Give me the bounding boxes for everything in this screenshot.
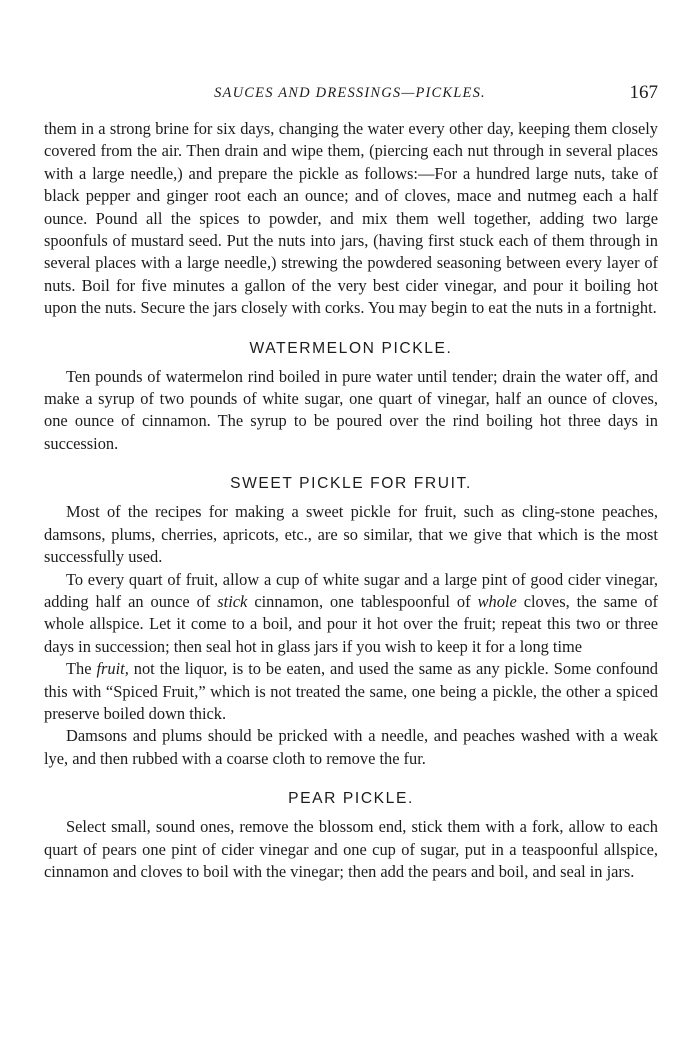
running-title: SAUCES AND DRESSINGS—PICKLES. [214, 85, 486, 101]
sweet-pickle-heading: SWEET PICKLE FOR FRUIT. [230, 475, 472, 493]
text-span: not the liquor, is to be eaten, and used the same as any pickle. Some confound this with “Spiced Fruit,” which is not treated the same, one being a pickle, the other a spiced preserve boiled down thick. [44, 659, 658, 723]
text-span: To every quart of fruit, allow a cup of white sugar and a large pint of good cider vinegar, adding half an ounce of [44, 569, 658, 611]
sweet-pickle-paragraph-1: Most of the recipes for making a sweet pickle for fruit, such as cling-stone peaches, damsons, plums, cherries, apricots, etc., are so similar, that we give that which is the most successfully used. [44, 502, 658, 567]
italic-fruit: fruit, [96, 659, 129, 679]
watermelon-pickle-heading: WATERMELON PICKLE. [249, 339, 453, 357]
page-number: 167 [629, 82, 658, 103]
sweet-pickle-paragraph-4: Damsons and plums should be pricked with a needle, and peaches washed with a weak lye, and then rubbed with a coarse cloth to remove the fur. [44, 726, 658, 768]
text-span: cinnamon, one tablespoonful of [247, 591, 478, 611]
italic-whole: whole [477, 591, 517, 611]
pear-pickle-heading: PEAR PICKLE. [288, 790, 414, 808]
sweet-pickle-paragraph-3 [44, 658, 658, 725]
page-header [0, 82, 700, 107]
watermelon-pickle-paragraph: Ten pounds of watermelon rind boiled in pure water until tender; drain the water off, and make a syrup of two pounds of white sugar, one quart of vinegar, half an ounce of cloves, one ounce of cinnamon. The syrup to be poured over the rind boiling hot three days in succession. [44, 366, 658, 453]
text-span: cloves, the same of whole allspice. Let it come to a boil, and pour it hot over the fruit; repeat this two or three days in succession; then seal hot in glass jars if you wish to keep it for a long time [44, 591, 658, 656]
intro-paragraph: them in a strong brine for six days, changing the water every other day, keeping them closely covered from the air. Then drain and wipe them, (piercing each nut through in several places with a large needle,) and prepare the pickle as follows:—For a hundred large nuts, take of black pepper and ginger root each an ounce; and of cloves, mace and nutmeg each a half ounce. Pound all the spices to powder, and mix them well together, adding two large spoonfuls of mustard seed. Put the nuts into jars, (having first stuck each of them through in several places with a large needle,) strewing the powdered seasoning between every layer of nuts. Boil for five minutes a gallon of the very best cider vinegar, and pour it boiling hot upon the nuts. Secure the jars closely with corks. You may begin to eat the nuts in a fortnight. [44, 119, 658, 318]
sweet-pickle-paragraph-2 [44, 569, 658, 659]
italic-stick: stick [217, 591, 248, 611]
text-span: The [66, 659, 97, 679]
pear-pickle-paragraph: Select small, sound ones, remove the blossom end, stick them with a fork, allow to each quart of pears one pint of cider vinegar and one cup of sugar, put in a teaspoonful allspice, cinnamon and cloves to boil with the vinegar; then add the pears and boil, and seal in jars. [44, 817, 658, 881]
page-body [44, 118, 658, 883]
